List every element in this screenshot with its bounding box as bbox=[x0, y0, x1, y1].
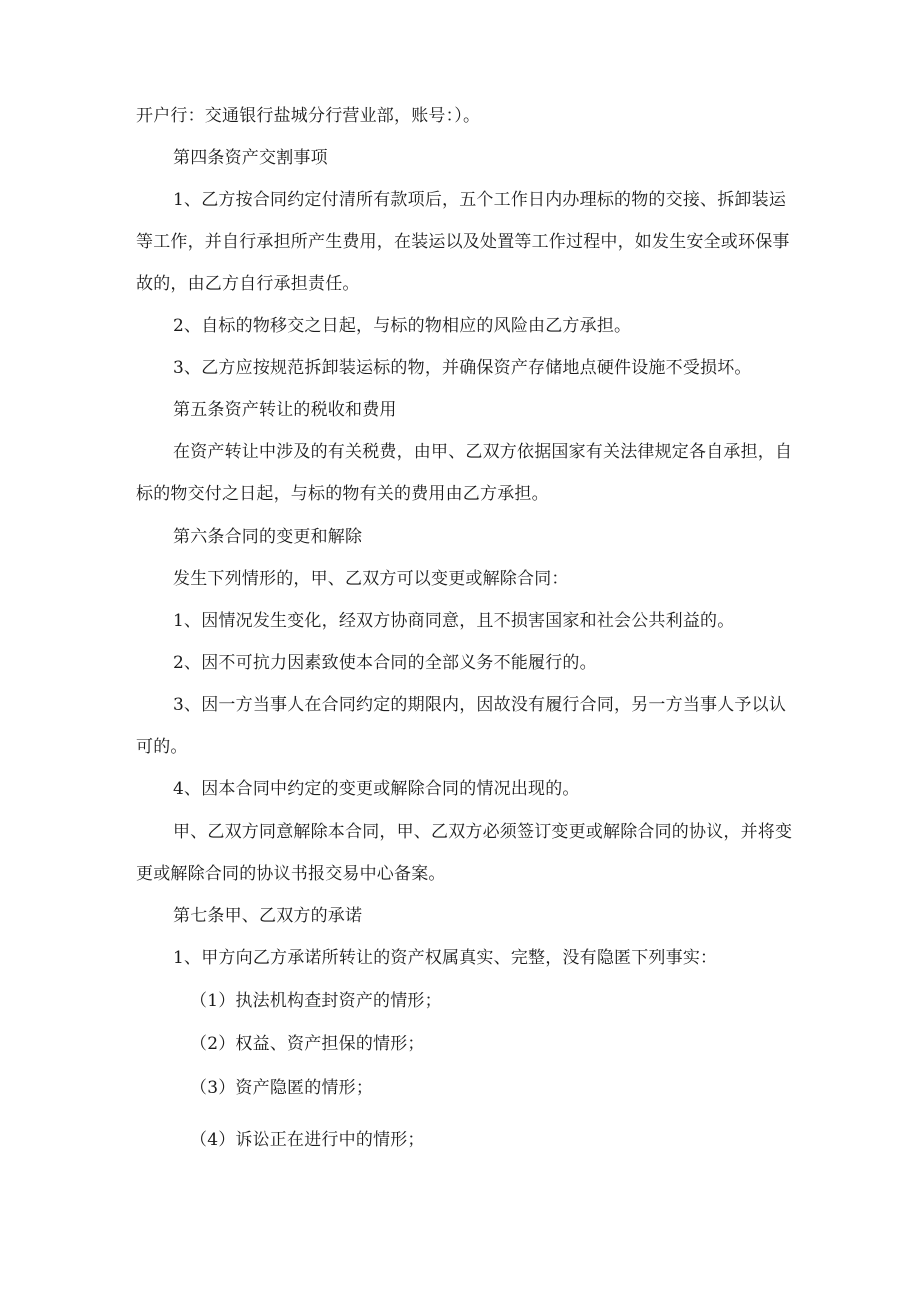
paragraph-7-1: 1、甲方向乙方承诺所转让的资产权属真实、完整，没有隐匿下列事实： bbox=[173, 948, 718, 968]
paragraph-6-3-line-1: 3、因一方当事人在合同约定的期限内，因故没有履行合同，另一方当事人予以认 bbox=[173, 695, 787, 715]
paragraph-6-4: 4、因本合同中约定的变更或解除合同的情况出现的。 bbox=[173, 779, 580, 799]
paragraph-5-line-2: 标的物交付之日起，与标的物有关的费用由乙方承担。 bbox=[136, 484, 549, 504]
paragraph-4-1-line-3: 故的，由乙方自行承担责任。 bbox=[136, 274, 360, 294]
heading-article-5: 第五条资产转让的税收和费用 bbox=[173, 400, 397, 420]
paragraph-4-3: 3、乙方应按规范拆卸装运标的物，并确保资产存储地点硬件设施不受损坏。 bbox=[173, 358, 752, 378]
paragraph-bank-account: 开户行：交通银行盐城分行营业部，账号：）。 bbox=[136, 106, 481, 126]
heading-article-6: 第六条合同的变更和解除 bbox=[173, 527, 363, 547]
list-item-7-1-4: （4）诉讼正在进行中的情形； bbox=[190, 1130, 425, 1150]
paragraph-6-termination-line-2: 更或解除合同的协议书报交易中心备案。 bbox=[136, 864, 446, 884]
paragraph-5-line-1: 在资产转让中涉及的有关税费，由甲、乙双方依据国家有关法律规定各自承担，自 bbox=[173, 442, 793, 462]
paragraph-6-intro: 发生下列情形的，甲、乙双方可以变更或解除合同： bbox=[173, 569, 569, 589]
paragraph-6-1: 1、因情况发生变化，经双方协商同意，且不损害国家和社会公共利益的。 bbox=[173, 611, 735, 631]
list-item-7-1-3: （3）资产隐匿的情形； bbox=[190, 1078, 374, 1098]
list-item-7-1-2: （2）权益、资产担保的情形； bbox=[190, 1034, 425, 1054]
paragraph-4-1-line-1: 1、乙方按合同约定付清所有款项后，五个工作日内办理标的物的交接、拆卸装运 bbox=[173, 190, 787, 210]
paragraph-6-3-line-2: 可的。 bbox=[136, 737, 188, 757]
paragraph-4-2: 2、自标的物移交之日起，与标的物相应的风险由乙方承担。 bbox=[173, 316, 632, 336]
heading-article-4: 第四条资产交割事项 bbox=[173, 148, 328, 168]
list-item-7-1-1: （1）执法机构查封资产的情形； bbox=[190, 991, 442, 1011]
paragraph-6-termination-line-1: 甲、乙双方同意解除本合同，甲、乙双方必须签订变更或解除合同的协议，并将变 bbox=[173, 822, 793, 842]
heading-article-7: 第七条甲、乙双方的承诺 bbox=[173, 906, 363, 926]
paragraph-4-1-line-2: 等工作，并自行承担所产生费用，在装运以及处置等工作过程中，如发生安全或环保事 bbox=[136, 232, 790, 252]
paragraph-6-2: 2、因不可抗力因素致使本合同的全部义务不能履行的。 bbox=[173, 653, 597, 673]
